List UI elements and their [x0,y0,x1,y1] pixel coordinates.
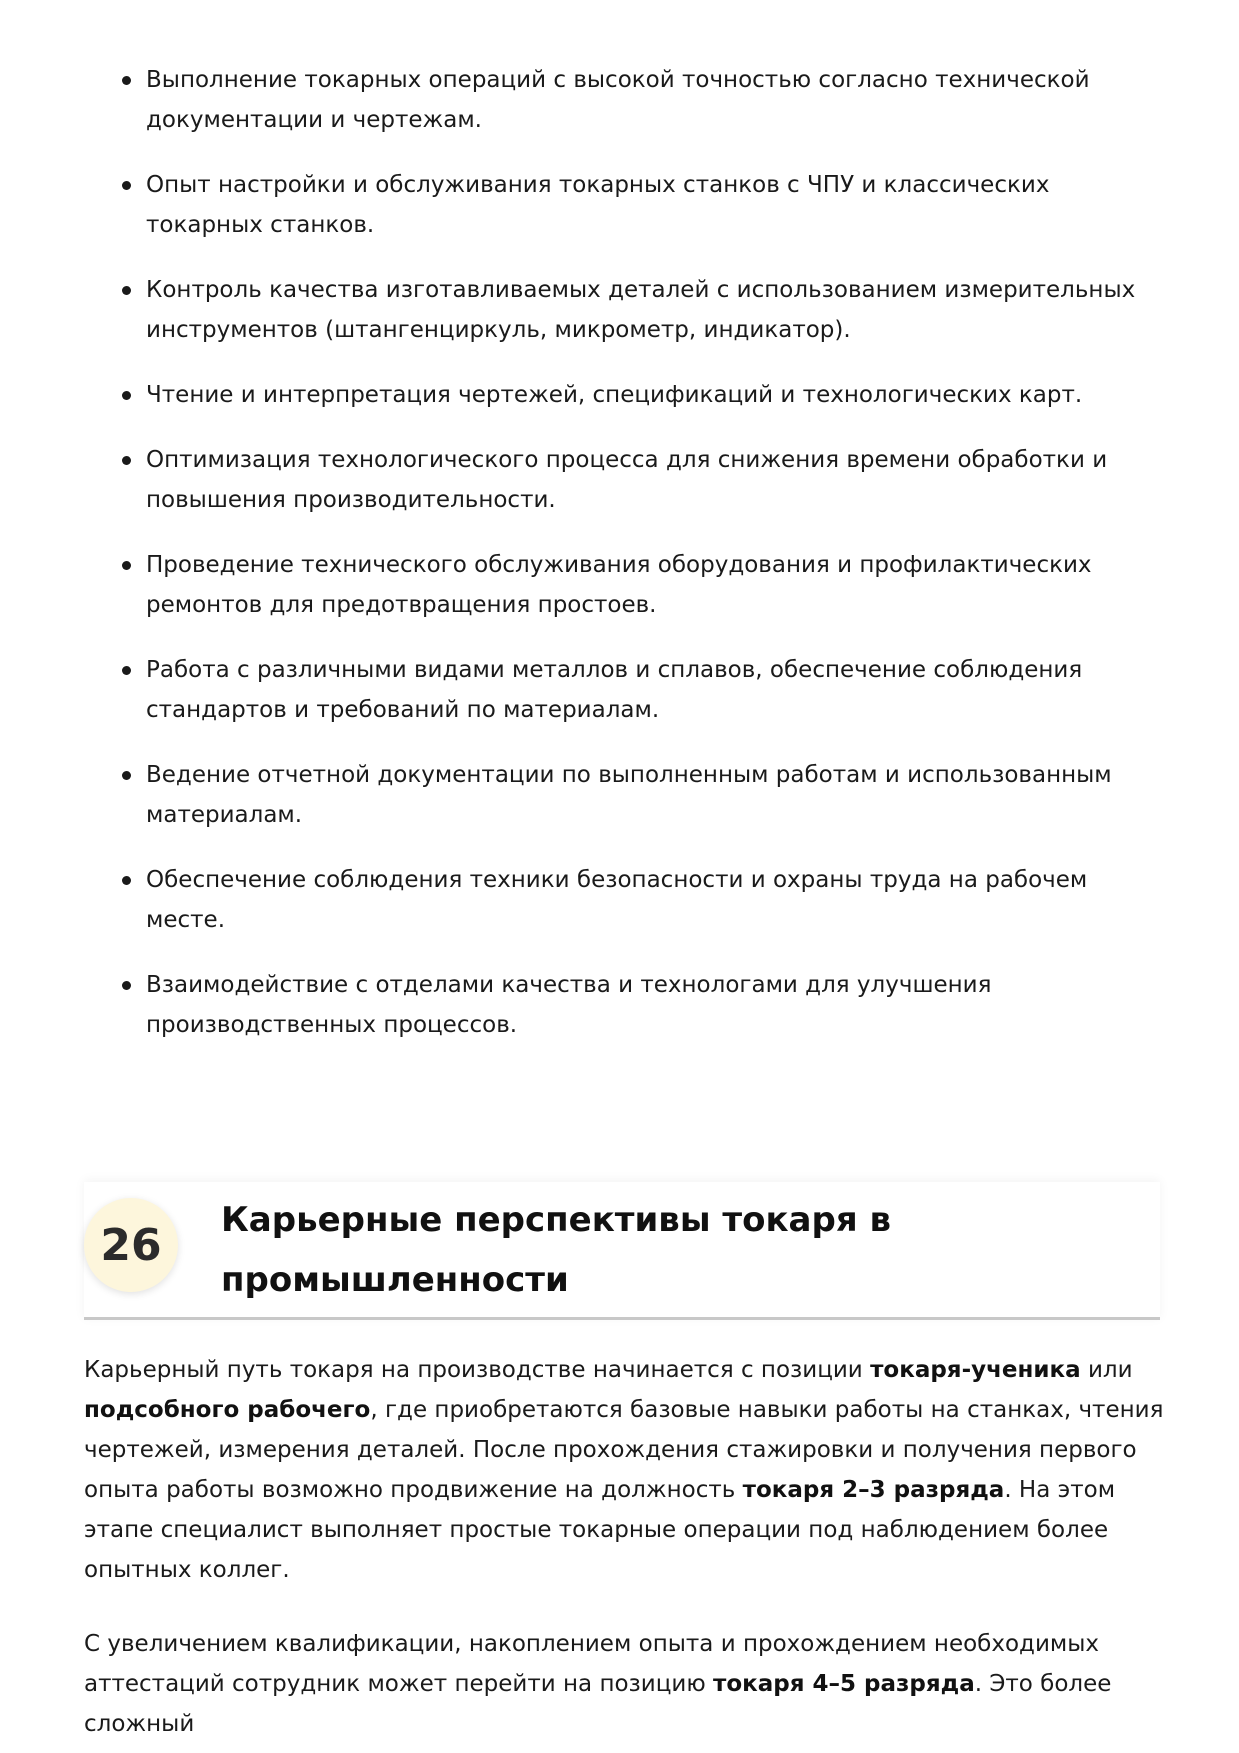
text-run: . На этом этапе специалист выполняет простые токарные операции под наблюдением более опытных коллег. [84,1477,1116,1583]
text-run: Карьерный путь токаря на производстве начинается с позиции [84,1357,871,1383]
duties-list [146,60,1166,1070]
text-run: или [1080,1357,1133,1383]
bold-term: токаря-ученика [870,1357,1081,1383]
bold-term: подсобного рабочего [84,1397,371,1423]
section-title: Карьерные перспективы токаря в промышленности [221,1200,892,1300]
list-item: Работа с различными видами металлов и сплавов, обеспечение соблюдения стандартов и требований по материалам. [146,650,1166,730]
list-item: Выполнение токарных операций с высокой точностью согласно технической документации и чертежам. [146,60,1166,140]
list-item: Ведение отчетной документации по выполненным работам и использованным материалам. [146,755,1166,835]
list-item: Опыт настройки и обслуживания токарных станков с ЧПУ и классических токарных станков. [146,165,1166,245]
text-run: . Это более сложный [84,1671,1112,1737]
career-paragraph-1 [84,1350,1164,1590]
list-item: Оптимизация технологического процесса для снижения времени обработки и повышения производительности. [146,440,1166,520]
bold-term: токаря 2–3 разряда [742,1477,1005,1503]
list-item: Взаимодействие с отделами качества и технологами для улучшения производственных процессов. [146,965,1166,1045]
list-item: Проведение технического обслуживания оборудования и профилактических ремонтов для предотвращения простоев. [146,545,1166,625]
career-paragraph-2 [84,1624,1164,1744]
list-item: Контроль качества изготавливаемых деталей с использованием измерительных инструментов (штангенциркуль, микрометр, индикатор). [146,270,1166,350]
list-item: Обеспечение соблюдения техники безопасности и охраны труда на рабочем месте. [146,860,1166,940]
text-run: , где приобретаются базовые навыки работы на станках, чтения чертежей, измерения деталей. После прохождения стажировки и получения первого опыта работы возможно продвижение на должность [84,1397,1164,1503]
text-run: С увеличением квалификации, накоплением опыта и прохождением необходимых аттестаций сотрудник может перейти на позицию [84,1631,1100,1697]
bold-term: токаря 4–5 разряда [713,1671,975,1697]
section-header [84,1182,1160,1320]
list-item: Чтение и интерпретация чертежей, спецификаций и технологических карт. [146,375,1166,415]
section-number-badge: 26 [84,1198,178,1292]
